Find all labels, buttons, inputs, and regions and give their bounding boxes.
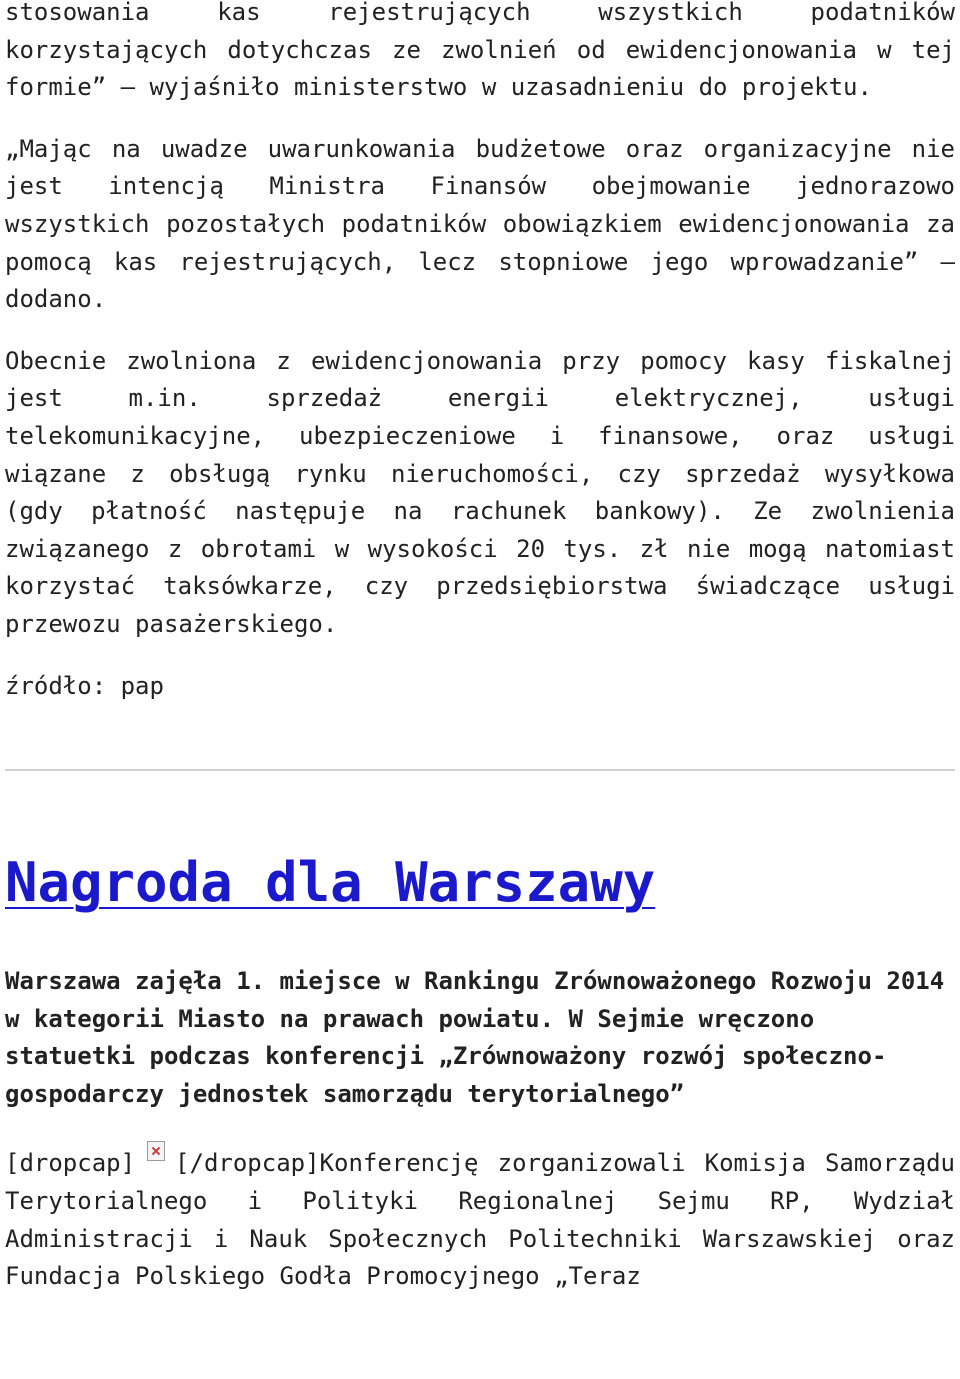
article-lead: Warszawa zajęła 1. miejsce w Rankingu Zrównoważonego Rozwoju 2014 w kategorii Miasto na prawach powiatu. W Sejmie wręczono statuetki podczas konferencji „Zrównoważony rozwój społeczno-gospodarczy jednostek samorządu terytorialnego” [5, 967, 945, 1108]
article-paragraph: „Mając na uwadze uwarunkowania budżetowe oraz organizacyjne nie jest intencją Ministra Finansów obejmowanie jednorazowo wszystkich pozostałych podatników obowiązkiem ewidencjonowania za pomocą kas rejestrujących, lecz stopniowe jego wprowadzanie” – dodano. [5, 134, 955, 314]
article-page [5, 0, 955, 1296]
article-title [5, 851, 955, 915]
dropcap-open-tag: [dropcap] [5, 1149, 136, 1178]
article-divider [5, 769, 955, 771]
article-body-text: [/dropcap]Konferencję zorganizowali Komisja Samorządu Terytorialnego i Polityki Regionalnej Sejmu RP, Wydział Administracji i Nauk Społecznych Politechniki Warszawskiej oraz Fundacja Polskiego Godła Promocyjnego „Teraz [5, 1149, 955, 1291]
article-paragraph: stosowania kas rejestrujących wszystkich podatników korzystających dotychczas ze zwolnień od ewidencjonowania w tej formie” – wyjaśniło ministerstwo w uzasadnieniu do projektu. [5, 0, 955, 102]
article-paragraph: Obecnie zwolniona z ewidencjonowania przy pomocy kasy fiskalnej jest m.in. sprzedaż energii elektrycznej, usługi telekomunikacyjne, ubezpieczeniowe i finansowe, oraz usługi wiązane z obsługą rynku nieruchomości, czy sprzedaż wysyłkowa (gdy płatność następuje na rachunek bankowy). Ze zwolnienia związanego z obrotami w wysokości 20 tys. zł nie mogą natomiast korzystać taksówkarze, czy przedsiębiorstwa świadczące usługi przewozu pasażerskiego. [5, 346, 955, 638]
source-note: źródło: pap [5, 671, 164, 700]
article-body [5, 1141, 955, 1295]
broken-image-icon [147, 1141, 165, 1161]
article-title-link[interactable]: Nagroda dla Warszawy [5, 851, 656, 915]
